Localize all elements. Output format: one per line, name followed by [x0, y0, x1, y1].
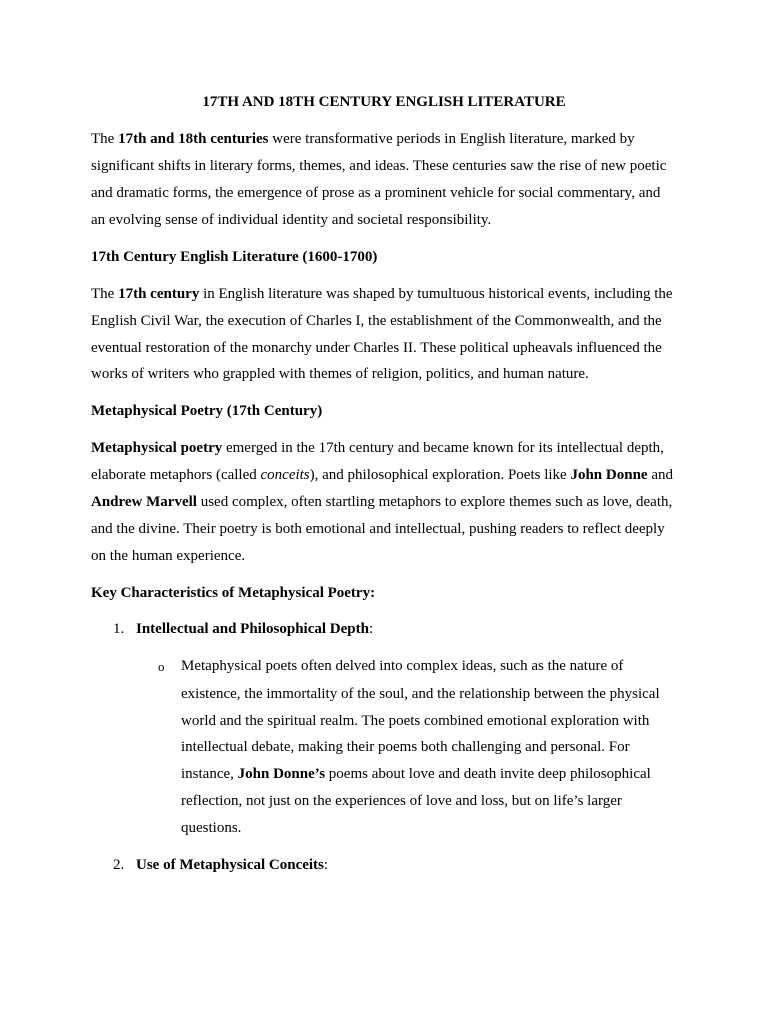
- sub-line-5: [181, 765, 651, 783]
- list-number: 1.: [113, 621, 125, 637]
- para-text: and: [647, 467, 673, 483]
- para-emphasis: 17th century: [118, 286, 200, 302]
- intro-text: were transformative periods in English literature, marked by: [268, 131, 635, 147]
- sub-line-2: existence, the immortality of the soul, and the relationship between the physical: [181, 686, 660, 702]
- sub-line-3: world and the spiritual realm. The poets combined emotional exploration with: [181, 713, 650, 729]
- para-emphasis: Andrew Marvell: [91, 494, 197, 510]
- para-text: in English literature was shaped by tumultuous historical events, including the: [199, 286, 673, 302]
- intro-line-1: [91, 130, 635, 148]
- para-text: emerged in the 17th century and became known for its intellectual depth,: [222, 440, 664, 456]
- para-text: ), and philosophical exploration. Poets like: [309, 467, 571, 483]
- para-text: used complex, often startling metaphors to explore themes such as love, death,: [196, 494, 673, 510]
- sub-text: poems about love and death invite deep philosophical: [325, 766, 651, 782]
- para-17th-line-1: [91, 285, 673, 303]
- sub-emphasis: John Donne’s: [237, 766, 326, 782]
- para-text: elaborate metaphors (called: [91, 467, 261, 483]
- list-number: 2.: [113, 857, 125, 873]
- list-item-label: Intellectual and Philosophical Depth: [136, 621, 369, 637]
- list-item-colon: :: [368, 621, 374, 637]
- para-17th-line-3: eventual restoration of the monarchy under Charles II. These political upheavals influenced the: [91, 340, 662, 356]
- para-emphasis: Metaphysical poetry: [91, 440, 223, 456]
- section-heading-17th-century: 17th Century English Literature (1600-1700): [91, 249, 378, 265]
- intro-text: The: [91, 131, 119, 147]
- section-heading-metaphysical: Metaphysical Poetry (17th Century): [91, 403, 323, 419]
- para-metaphysical-line-5: on the human experience.: [91, 548, 246, 564]
- para-metaphysical-line-1: [91, 439, 664, 457]
- list-item-label: Use of Metaphysical Conceits: [136, 857, 324, 873]
- list-item-colon: :: [323, 857, 329, 873]
- para-emphasis: John Donne: [570, 467, 648, 483]
- sub-line-1: Metaphysical poets often delved into complex ideas, such as the nature of: [181, 658, 624, 674]
- para-metaphysical-line-3: [91, 493, 672, 511]
- intro-line-3: and dramatic forms, the emergence of prose as a prominent vehicle for social commentary, and: [91, 185, 661, 201]
- para-italic: conceits: [260, 467, 310, 483]
- bullet-marker: o: [158, 659, 165, 674]
- sub-line-6: reflection, not just on the experiences of love and loss, but on life’s larger: [181, 793, 622, 809]
- para-metaphysical-line-2: [91, 466, 673, 484]
- intro-line-2: significant shifts in literary forms, themes, and ideas. These centuries saw the rise of new poetic: [91, 158, 667, 174]
- list-item-2: [136, 856, 328, 874]
- sub-text: instance,: [181, 766, 238, 782]
- intro-line-4: an evolving sense of individual identity and societal responsibility.: [91, 212, 492, 228]
- para-17th-line-2: English Civil War, the execution of Charles I, the establishment of the Commonwealth, and the: [91, 313, 662, 329]
- sub-line-4: intellectual debate, making their poems both challenging and personal. For: [181, 739, 630, 755]
- intro-emphasis: 17th and 18th centuries: [118, 131, 269, 147]
- section-heading-key-characteristics: Key Characteristics of Metaphysical Poetry:: [91, 585, 376, 601]
- document-title: 17TH AND 18TH CENTURY ENGLISH LITERATURE: [202, 94, 566, 110]
- list-item-1: [136, 620, 373, 638]
- para-17th-line-4: works of writers who grappled with themes of religion, politics, and human nature.: [91, 366, 589, 382]
- para-text: The: [91, 286, 119, 302]
- sub-line-7: questions.: [181, 820, 242, 836]
- para-metaphysical-line-4: and the divine. Their poetry is both emotional and intellectual, pushing readers to reflect deeply: [91, 521, 665, 537]
